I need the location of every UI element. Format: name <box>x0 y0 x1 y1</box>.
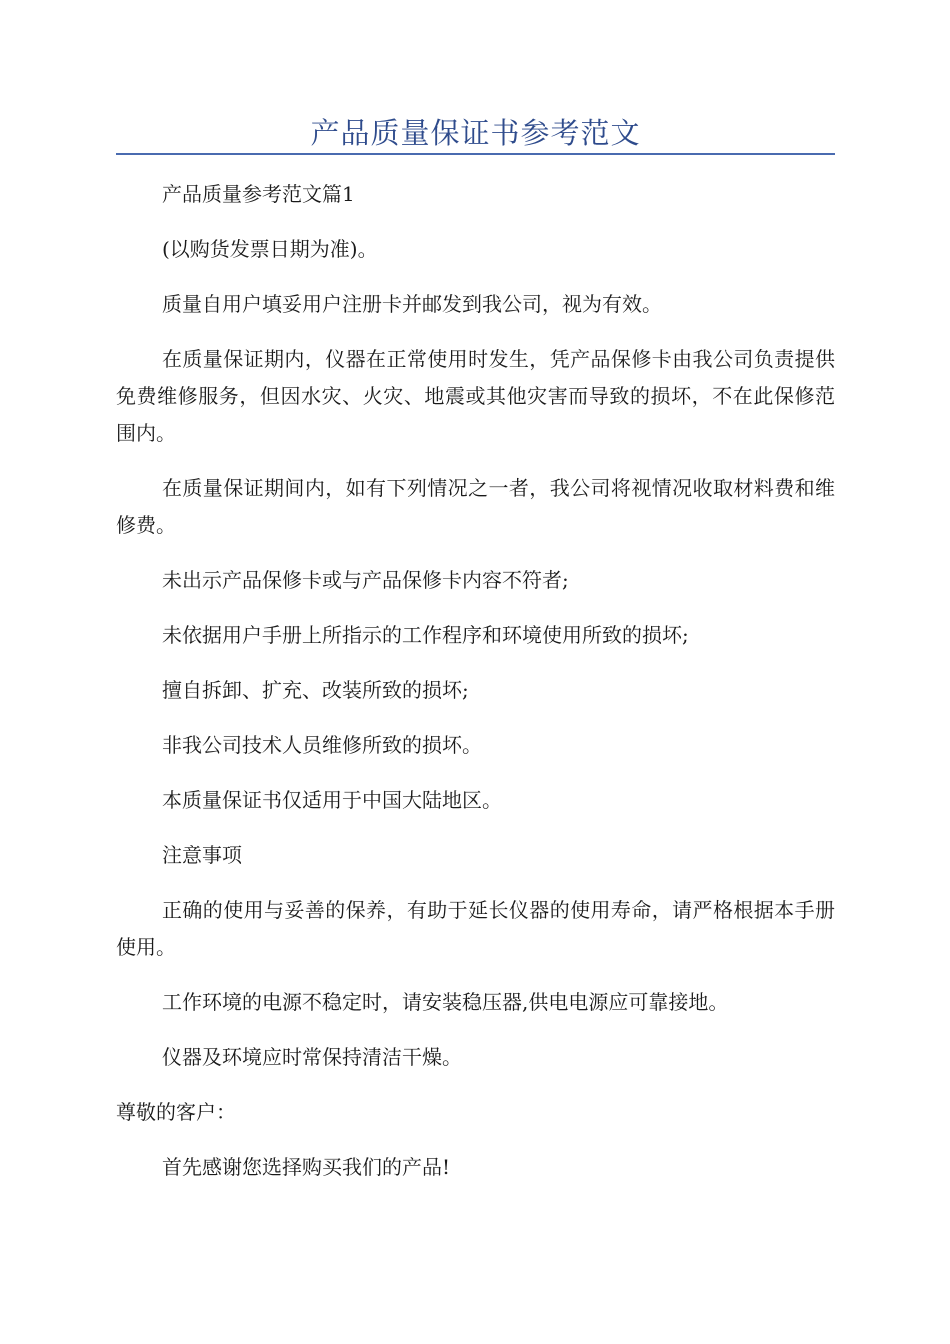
paragraph-warranty-coverage: 在质量保证期内，仪器在正常使用时发生，凭产品保修卡由我公司负责提供免费维修服务，但因水灾、火灾、地震或其他灾害而导致的损坏，不在此保修范围内。 <box>116 347 835 445</box>
paragraph-invoice-date: (以购货发票日期为准)。 <box>162 237 378 261</box>
paragraph-power-supply: 工作环境的电源不稳定时，请安装稳压器,供电电源应可靠接地。 <box>162 990 729 1014</box>
paragraph-cleanliness: 仪器及环境应时常保持清洁干燥。 <box>162 1045 462 1069</box>
paragraph-salutation: 尊敬的客户： <box>116 1100 236 1124</box>
paragraph-validity: 质量自用户填妥用户注册卡并邮发到我公司，视为有效。 <box>162 292 662 316</box>
document-title: 产品质量保证书参考范文 <box>310 116 641 150</box>
paragraph-notes-heading: 注意事项 <box>162 843 242 867</box>
paragraph-condition-unauthorized-repair: 非我公司技术人员维修所致的损坏。 <box>162 733 482 757</box>
paragraph-region: 本质量保证书仅适用于中国大陆地区。 <box>162 788 502 812</box>
document-body <box>116 176 835 1204</box>
paragraph-maintenance: 正确的使用与妥善的保养，有助于延长仪器的使用寿命，请严格根据本手册使用。 <box>116 898 835 959</box>
paragraph-condition-no-card: 未出示产品保修卡或与产品保修卡内容不符者; <box>162 568 569 592</box>
paragraph-thanks: 首先感谢您选择购买我们的产品! <box>162 1155 451 1179</box>
paragraph-condition-modification: 擅自拆卸、扩充、改装所致的损坏; <box>162 678 469 702</box>
paragraph-fee-conditions: 在质量保证期间内，如有下列情况之一者，我公司将视情况收取材料费和维修费。 <box>116 476 835 537</box>
paragraph-section-heading: 产品质量参考范文篇1 <box>162 182 355 206</box>
title-underline <box>116 153 835 155</box>
paragraph-condition-misuse: 未依据用户手册上所指示的工作程序和环境使用所致的损坏; <box>162 623 689 647</box>
